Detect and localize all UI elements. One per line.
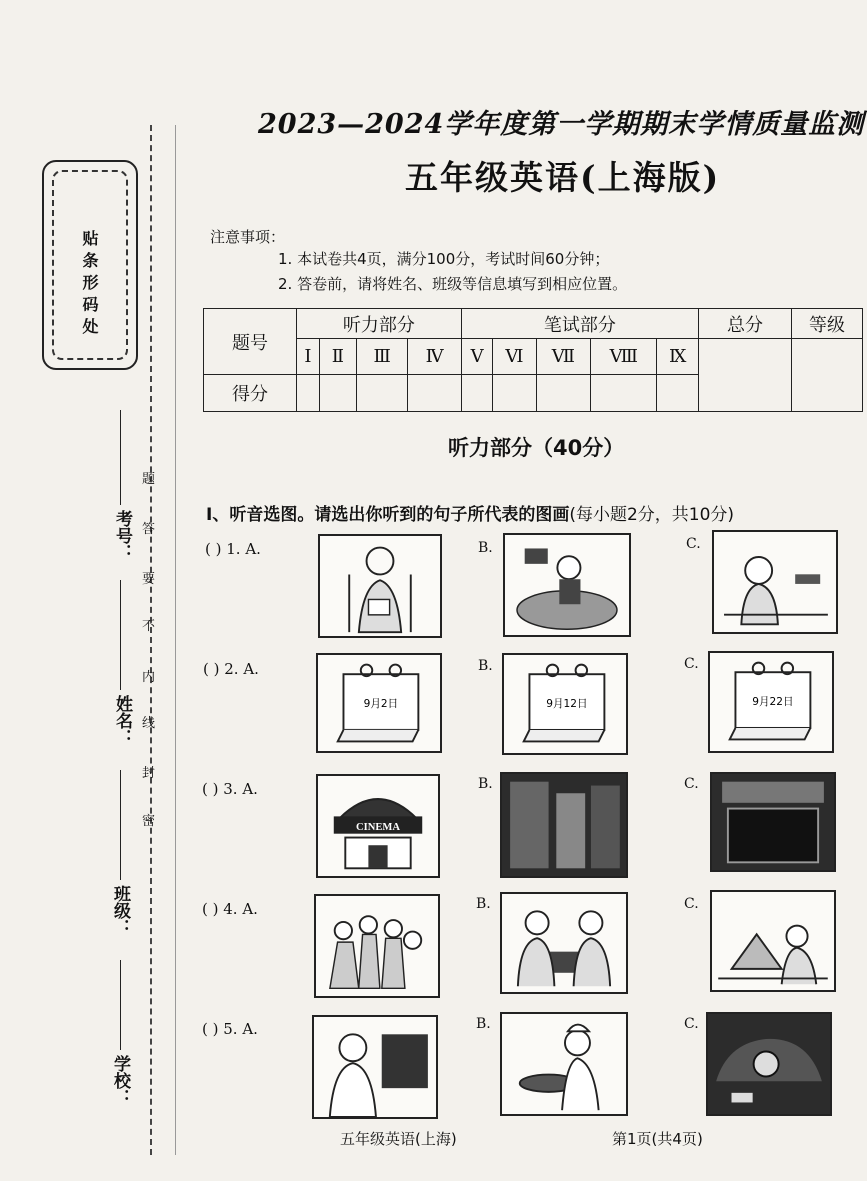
q2-option-b-image[interactable] <box>502 653 628 755</box>
school-label: 学校： <box>110 1055 130 1106</box>
exam-title: 2023—2024学年度第一学期期末学情质量监测 <box>258 109 865 140</box>
score-cell[interactable] <box>408 375 461 412</box>
q2-option-c-image[interactable] <box>708 651 834 753</box>
q1-option-b-image[interactable] <box>503 533 631 637</box>
col-5: Ⅴ <box>461 339 493 375</box>
barcode-label: 贴条形码处 <box>80 230 99 340</box>
q1-option-c-label: C. <box>686 536 701 552</box>
q3-option-b-label: B. <box>478 776 493 792</box>
q2-option-c-label: C. <box>684 656 699 672</box>
name-label: 姓名： <box>112 695 132 746</box>
q5-option-c-image[interactable] <box>706 1012 832 1116</box>
score-cell[interactable] <box>591 375 657 412</box>
instruction-text: 听音选图。请选出你听到的句子所代表的图画 <box>229 505 570 525</box>
q4-option-b-image[interactable] <box>500 892 628 994</box>
writing-group-header: 笔试部分 <box>461 309 698 339</box>
q3-option-c-image[interactable] <box>710 772 836 872</box>
q2-date-b: 9月12日 <box>546 697 588 710</box>
seal-char-8: 题 <box>142 472 156 487</box>
question-5-number[interactable]: ( ) 5. A. <box>202 1020 258 1038</box>
note-2: 2. 答卷前，请将姓名、班级等信息填写到相应位置。 <box>278 275 628 293</box>
q1-option-c-image[interactable] <box>712 530 838 634</box>
section-title: 听力部分（40分） <box>448 436 625 460</box>
name-field[interactable] <box>120 580 121 690</box>
question-4-number[interactable]: ( ) 4. A. <box>202 900 258 918</box>
q3-option-b-image[interactable] <box>500 772 628 878</box>
footer-page-number: 第1页(共4页) <box>612 1130 703 1148</box>
q3-cinema-sign: CINEMA <box>355 821 401 833</box>
grade-cell[interactable] <box>792 339 863 412</box>
q5-option-c-label: C. <box>684 1016 699 1032</box>
seal-char-3: 线 <box>142 716 156 731</box>
q5-option-b-label: B. <box>476 1016 491 1032</box>
q5-option-b-image[interactable] <box>500 1012 628 1116</box>
binding-cut-line <box>150 125 152 1155</box>
grade-header: 等级 <box>792 309 863 339</box>
q1-option-b-label: B. <box>478 540 493 556</box>
score-cell[interactable] <box>356 375 408 412</box>
seal-char-2: 封 <box>142 766 156 781</box>
q2-date-c: 9月22日 <box>752 695 794 708</box>
listening-group-header: 听力部分 <box>297 309 462 339</box>
exam-subtitle: 五年级英语(上海版) <box>405 158 721 197</box>
note-1: 1. 本试卷共4页，满分100分，考试时间60分钟； <box>278 250 610 268</box>
q4-option-c-label: C. <box>684 896 699 912</box>
score-table <box>203 308 863 412</box>
seal-char-7: 答 <box>142 522 156 537</box>
question-instruction <box>206 500 734 525</box>
q4-option-c-image[interactable] <box>710 890 836 992</box>
col-2: Ⅱ <box>319 339 356 375</box>
instruction-number: Ⅰ、 <box>206 505 230 525</box>
q2-option-a-image[interactable] <box>316 653 442 753</box>
q2-option-b-label: B. <box>478 658 493 674</box>
exam-number-field[interactable] <box>120 410 121 505</box>
col-1: Ⅰ <box>297 339 320 375</box>
class-label: 班级： <box>110 885 130 936</box>
col-7: Ⅶ <box>536 339 591 375</box>
score-cell[interactable] <box>657 375 699 412</box>
q1-option-a-image[interactable] <box>318 534 442 638</box>
question-3-number[interactable]: ( ) 3. A. <box>202 780 258 798</box>
question-2-number[interactable]: ( ) 2. A. <box>203 660 259 678</box>
notes-title: 注意事项： <box>210 228 286 246</box>
col-8: Ⅷ <box>591 339 657 375</box>
row-label-score: 得分 <box>204 375 297 412</box>
q4-option-b-label: B. <box>476 896 491 912</box>
q5-option-a-image[interactable] <box>312 1015 438 1119</box>
seal-char-1: 密 <box>142 814 156 829</box>
score-cell[interactable] <box>493 375 536 412</box>
total-score-cell[interactable] <box>699 339 792 412</box>
exam-number-label: 考号： <box>112 510 132 561</box>
col-6: Ⅵ <box>493 339 536 375</box>
col-4: Ⅳ <box>408 339 461 375</box>
seal-char-4: 内 <box>142 670 156 685</box>
footer-subject: 五年级英语(上海) <box>340 1130 457 1148</box>
q4-option-a-image[interactable] <box>314 894 440 998</box>
score-cell[interactable] <box>297 375 320 412</box>
score-cell[interactable] <box>319 375 356 412</box>
school-field[interactable] <box>120 960 121 1050</box>
instruction-points: (每小题2分，共10分) <box>569 505 735 525</box>
score-cell[interactable] <box>461 375 493 412</box>
binding-margin-line <box>175 125 176 1155</box>
q2-date-a: 9月2日 <box>363 697 399 710</box>
seal-char-5: 不 <box>142 619 156 634</box>
col-9: Ⅸ <box>657 339 699 375</box>
score-cell[interactable] <box>536 375 591 412</box>
class-field[interactable] <box>120 770 121 880</box>
total-header: 总分 <box>699 309 792 339</box>
q3-option-c-label: C. <box>684 776 699 792</box>
col-3: Ⅲ <box>356 339 408 375</box>
row-label-number: 题号 <box>204 309 297 375</box>
question-1-number[interactable]: ( ) 1. A. <box>205 540 261 558</box>
q3-option-a-image[interactable] <box>316 774 440 878</box>
seal-char-6: 要 <box>142 572 156 587</box>
